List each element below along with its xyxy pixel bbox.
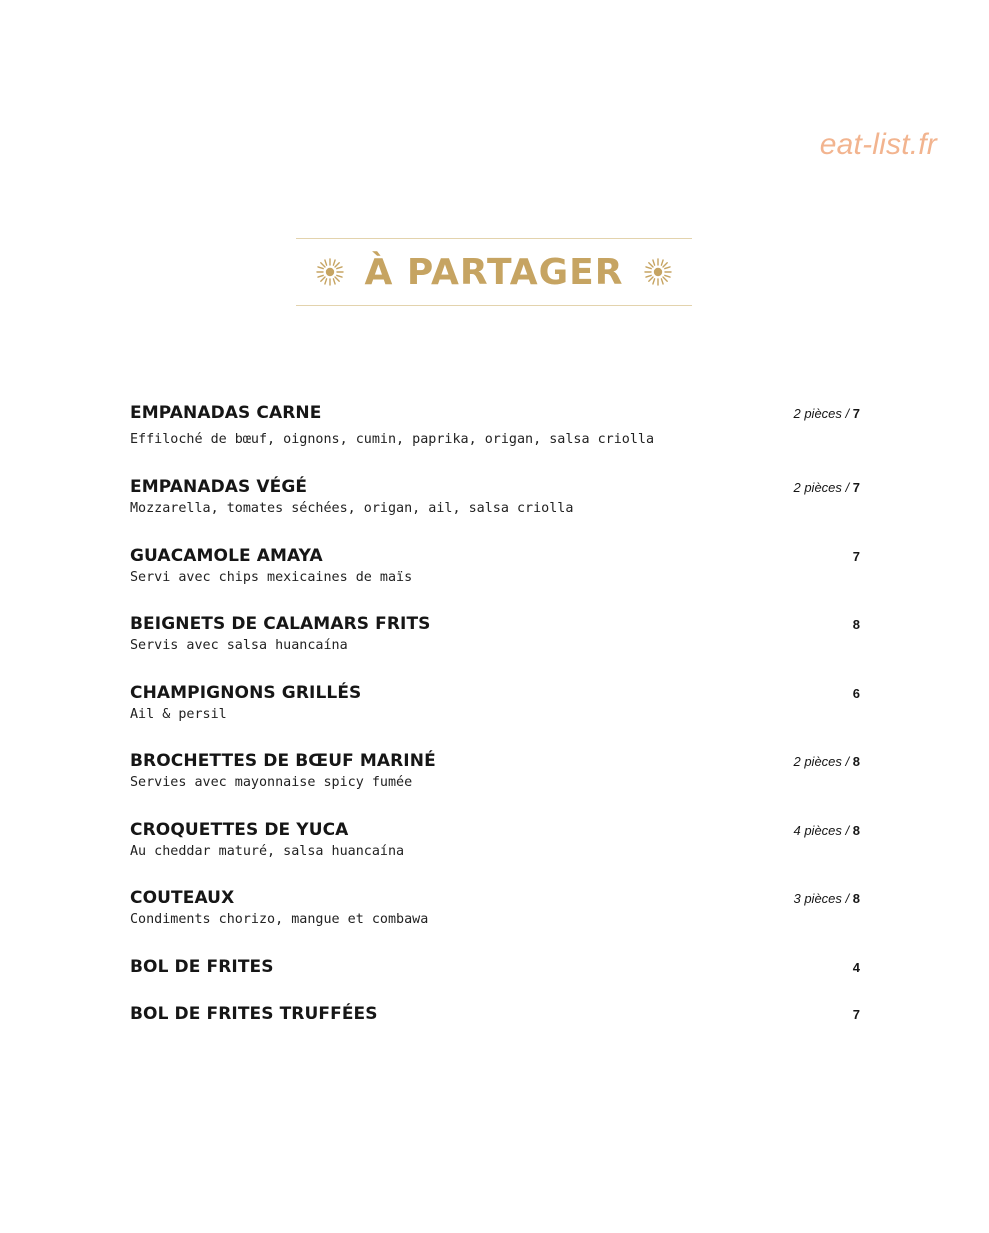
price-value: 8 (852, 823, 860, 838)
item-name: CHAMPIGNONS GRILLÉS (130, 683, 362, 703)
price-separator: / (845, 891, 853, 906)
item-name: BROCHETTES DE BŒUF MARINÉ (130, 751, 436, 771)
price-separator: / (845, 754, 853, 769)
price-value: 7 (852, 1007, 860, 1022)
menu-item (130, 887, 860, 956)
item-price (853, 686, 860, 701)
item-price (793, 823, 860, 838)
sun-burst-icon (315, 257, 345, 287)
item-name: COUTEAUX (130, 888, 235, 908)
menu-item (130, 819, 860, 887)
section-title: À PARTAGER (364, 251, 624, 293)
item-description: Effiloché de bœuf, oignons, cumin, paprika, origan, salsa criolla (130, 432, 655, 447)
item-name: CROQUETTES DE YUCA (130, 820, 349, 840)
item-name: GUACAMOLE AMAYA (130, 546, 323, 566)
menu-item (130, 402, 860, 476)
price-separator: / (845, 406, 853, 421)
price-value: 8 (852, 617, 860, 632)
item-price (793, 480, 860, 495)
item-quantity: 2 pièces (793, 754, 842, 769)
price-value: 7 (852, 549, 860, 564)
item-name: EMPANADAS VÉGÉ (130, 477, 308, 497)
menu-item (130, 956, 860, 1003)
price-value: 4 (852, 960, 860, 975)
price-value: 8 (852, 754, 860, 769)
sun-burst-icon (643, 257, 673, 287)
item-description: Servi avec chips mexicaines de maïs (130, 570, 413, 585)
menu-list (130, 402, 860, 1033)
section-header (296, 238, 692, 306)
menu-item (130, 750, 860, 819)
menu-item (130, 545, 860, 613)
item-quantity: 2 pièces (793, 480, 842, 495)
item-price (793, 754, 860, 769)
price-value: 6 (852, 686, 860, 701)
item-description: Servies avec mayonnaise spicy fumée (130, 775, 413, 790)
price-value: 7 (852, 406, 860, 421)
menu-item (130, 476, 860, 545)
watermark: eat-list.fr (819, 128, 937, 161)
item-price (853, 960, 860, 975)
item-price (853, 1007, 860, 1022)
item-name: BEIGNETS DE CALAMARS FRITS (130, 614, 431, 634)
menu-item (130, 613, 860, 682)
item-price (853, 617, 860, 632)
item-quantity: 2 pièces (793, 406, 842, 421)
item-quantity: 4 pièces (793, 823, 842, 838)
item-quantity: 3 pièces (793, 891, 842, 906)
price-separator: / (845, 480, 853, 495)
item-description: Au cheddar maturé, salsa huancaína (130, 844, 405, 859)
price-separator: / (845, 823, 853, 838)
item-name: BOL DE FRITES TRUFFÉES (130, 1004, 378, 1024)
item-description: Servis avec salsa huancaína (130, 638, 348, 653)
menu-item (130, 682, 860, 750)
item-price (853, 549, 860, 564)
item-name: EMPANADAS CARNE (130, 403, 322, 423)
menu-item (130, 1003, 860, 1033)
item-price (793, 891, 860, 906)
item-description: Mozzarella, tomates séchées, origan, ail, salsa criolla (130, 501, 574, 516)
item-price (793, 406, 860, 421)
price-value: 8 (852, 891, 860, 906)
item-description: Ail & persil (130, 707, 227, 722)
item-name: BOL DE FRITES (130, 957, 274, 977)
price-value: 7 (852, 480, 860, 495)
item-description: Condiments chorizo, mangue et combawa (130, 912, 429, 927)
